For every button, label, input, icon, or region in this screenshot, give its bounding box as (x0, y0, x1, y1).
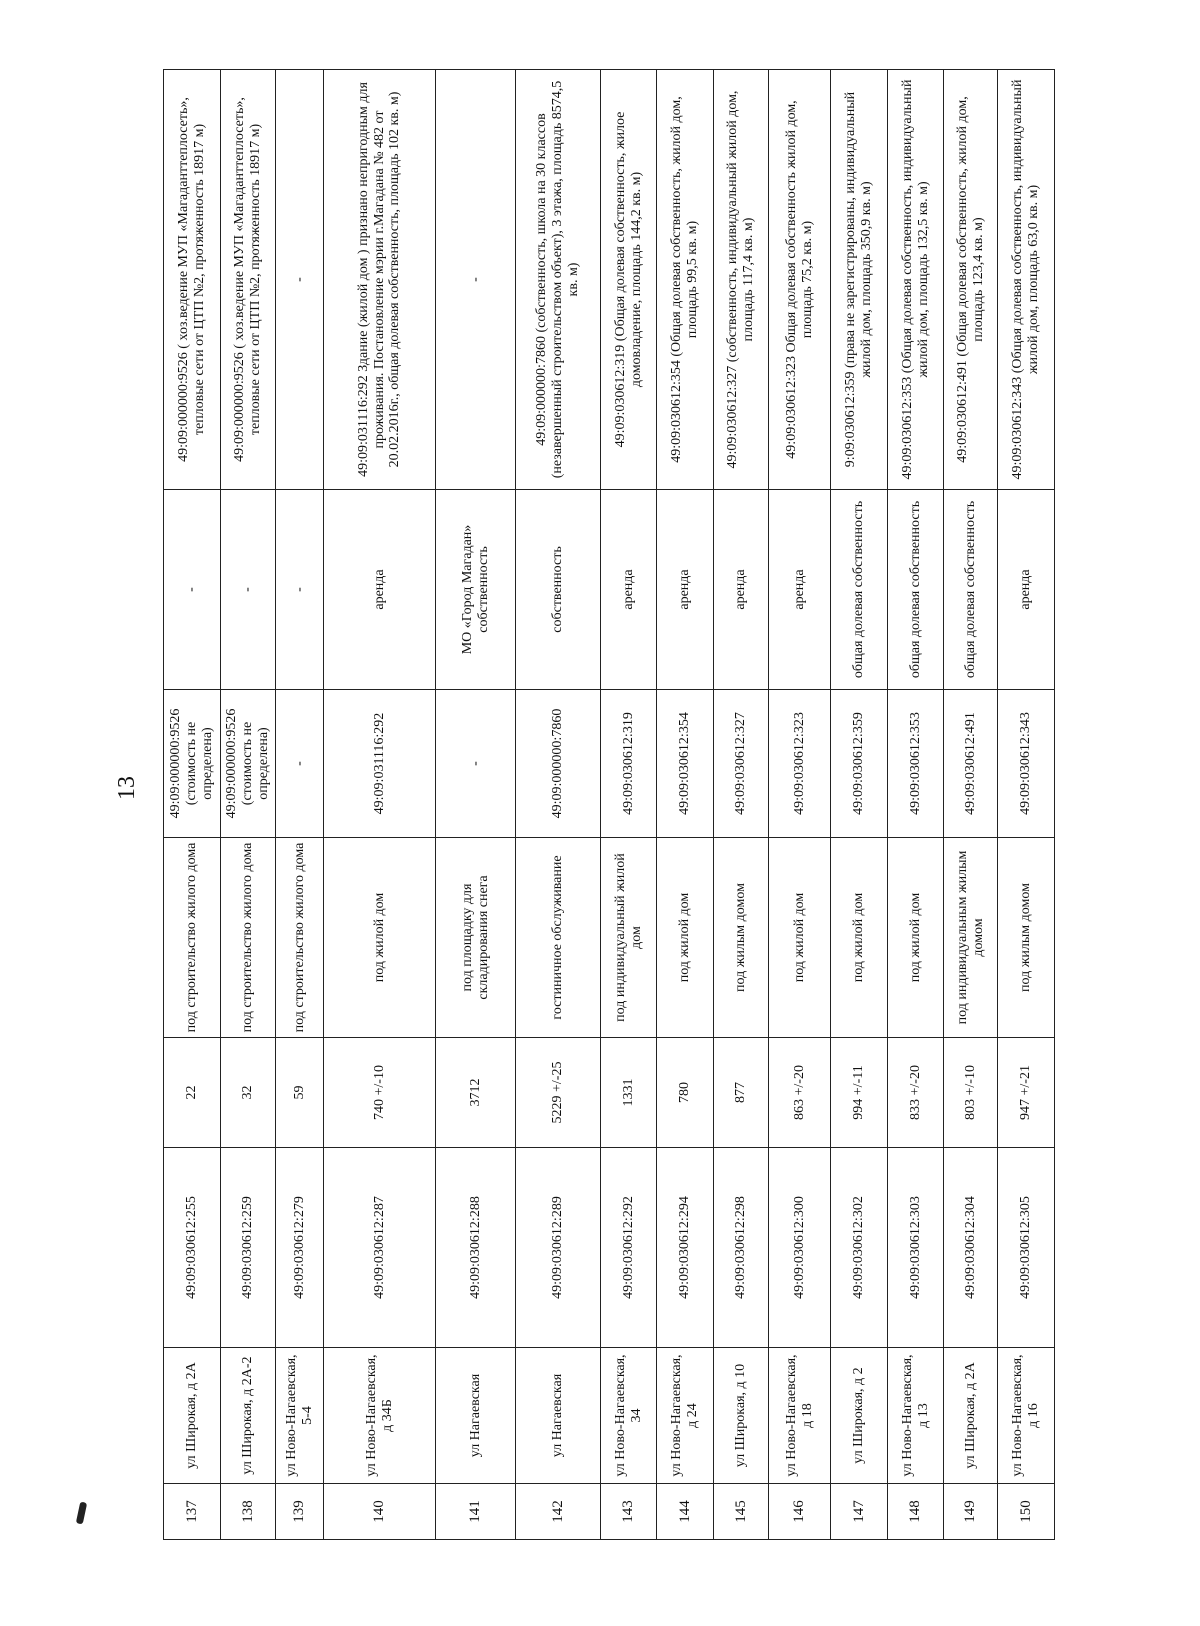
permitted-use-cell: под жилой дом (324, 838, 436, 1038)
object-notes-cell: 49:09:030612:491 (Общая долевая собственность, жилой дом, площадь 123,4 кв. м) (944, 70, 998, 490)
address-cell: ул Нагаевская (516, 1348, 601, 1484)
cadastral-number-cell: 49:09:030612:294 (657, 1148, 714, 1348)
row-number-cell: 146 (769, 1484, 831, 1540)
object-cadastral-cell: 49:09:000000:9526 (стоимость не определена) (221, 690, 276, 838)
object-notes-cell: 49:09:030612:327 (собственность, индивидуальный жилой дом, площадь 117,4 кв. м) (714, 70, 769, 490)
object-notes-cell: 9:09:030612:359 (права не зарегистрированы, индивидуальный жилой дом, площадь 350,9 кв. м) (831, 70, 888, 490)
land-plots-table-wrapper (163, 70, 1043, 1540)
right-type-cell: - (164, 490, 221, 690)
object-notes-cell: 49:09:030612:343 (Общая долевая собственность, индивидуальный жилой дом, площадь 63,0 кв. м) (998, 70, 1055, 490)
permitted-use-cell: под строительство жилого дома (276, 838, 324, 1038)
right-type-cell: общая долевая собственность (831, 490, 888, 690)
table-row (516, 70, 601, 1540)
row-number-cell: 141 (436, 1484, 516, 1540)
object-cadastral-cell: 49:09:030612:353 (888, 690, 944, 838)
cadastral-number-cell: 49:09:030612:302 (831, 1148, 888, 1348)
right-type-cell: МО «Город Магадан» собственность (436, 490, 516, 690)
row-number-cell: 139 (276, 1484, 324, 1540)
address-cell: ул Широкая, д 10 (714, 1348, 769, 1484)
right-type-cell: общая долевая собственность (888, 490, 944, 690)
area-cell: 877 (714, 1038, 769, 1148)
cadastral-number-cell: 49:09:030612:305 (998, 1148, 1055, 1348)
table-row (324, 70, 436, 1540)
address-cell: ул Ново-Нагаевская, 5-4 (276, 1348, 324, 1484)
cadastral-number-cell: 49:09:030612:292 (601, 1148, 657, 1348)
object-cadastral-cell: 49:09:030612:343 (998, 690, 1055, 838)
area-cell: 780 (657, 1038, 714, 1148)
object-notes-cell: 49:09:000000:9526 ( хоз.ведение МУП «Магаданттеплосеть», тепловые сети от ЦТП №2, протяженность 18917 м) (221, 70, 276, 490)
table-row (276, 70, 324, 1540)
object-cadastral-cell: - (276, 690, 324, 838)
area-cell: 22 (164, 1038, 221, 1148)
object-notes-cell: 49:09:031116:292 Здание (жилой дом ) признано непригодным для проживания. Постановление мэрии г.Магадана № 482 от 20.02.2016г., общая долевая собственность, площадь 102 кв. м) (324, 70, 436, 490)
right-type-cell: аренда (769, 490, 831, 690)
row-number-cell: 149 (944, 1484, 998, 1540)
table-row (888, 70, 944, 1540)
object-cadastral-cell: 49:09:030612:359 (831, 690, 888, 838)
table-body (164, 70, 1055, 1540)
cadastral-number-cell: 49:09:030612:288 (436, 1148, 516, 1348)
row-number-cell: 138 (221, 1484, 276, 1540)
object-cadastral-cell: 49:09:030612:323 (769, 690, 831, 838)
object-cadastral-cell: 49:09:000000:9526 (стоимость не определена) (164, 690, 221, 838)
area-cell: 947 +/-21 (998, 1038, 1055, 1148)
area-cell: 59 (276, 1038, 324, 1148)
address-cell: ул Ново-Нагаевская, д 16 (998, 1348, 1055, 1484)
table-row (436, 70, 516, 1540)
object-cadastral-cell: 49:09:030612:491 (944, 690, 998, 838)
row-number-cell: 150 (998, 1484, 1055, 1540)
area-cell: 803 +/-10 (944, 1038, 998, 1148)
object-cadastral-cell: 49:09:030612:354 (657, 690, 714, 838)
object-notes-cell: 49:09:030612:354 (Общая долевая собственность, жилой дом, площадь 99,5 кв. м) (657, 70, 714, 490)
row-number-cell: 148 (888, 1484, 944, 1540)
object-cadastral-cell: 49:09:000000:7860 (516, 690, 601, 838)
permitted-use-cell: под жилой дом (657, 838, 714, 1038)
cadastral-number-cell: 49:09:030612:289 (516, 1148, 601, 1348)
right-type-cell: аренда (998, 490, 1055, 690)
object-notes-cell: 49:09:000000:7860 (собственность, школа на 30 классов (незавершенный строительством объект), 3 этажа, площадь 8574,5 кв. м) (516, 70, 601, 490)
cadastral-number-cell: 49:09:030612:259 (221, 1148, 276, 1348)
row-number-cell: 147 (831, 1484, 888, 1540)
right-type-cell: аренда (714, 490, 769, 690)
land-plots-table (163, 69, 1055, 1540)
permitted-use-cell: гостиничное обслуживание (516, 838, 601, 1038)
object-notes-cell: 49:09:000000:9526 ( хоз.ведение МУП «Магаданттеплосеть», тепловые сети от ЦТП №2, протяженность 18917 м) (164, 70, 221, 490)
scan-smudge (76, 1502, 87, 1525)
address-cell: ул Ново-Нагаевская, д 34Б (324, 1348, 436, 1484)
permitted-use-cell: под жилой дом (831, 838, 888, 1038)
cadastral-number-cell: 49:09:030612:298 (714, 1148, 769, 1348)
row-number-cell: 140 (324, 1484, 436, 1540)
table-row (831, 70, 888, 1540)
address-cell: ул Широкая, д 2А (944, 1348, 998, 1484)
address-cell: ул Ново-Нагаевская, 34 (601, 1348, 657, 1484)
object-notes-cell: - (276, 70, 324, 490)
permitted-use-cell: под индивидуальным жилым домом (944, 838, 998, 1038)
table-row (998, 70, 1055, 1540)
permitted-use-cell: под жилым домом (998, 838, 1055, 1038)
object-cadastral-cell: 49:09:030612:319 (601, 690, 657, 838)
object-notes-cell: 49:09:030612:323 Общая долевая собственность жилой дом, площадь 75,2 кв. м) (769, 70, 831, 490)
table-row (657, 70, 714, 1540)
right-type-cell: аренда (657, 490, 714, 690)
permitted-use-cell: под строительство жилого дома (221, 838, 276, 1038)
table-row (944, 70, 998, 1540)
area-cell: 1331 (601, 1038, 657, 1148)
address-cell: ул Нагаевская (436, 1348, 516, 1484)
row-number-cell: 145 (714, 1484, 769, 1540)
right-type-cell: собственность (516, 490, 601, 690)
right-type-cell: общая долевая собственность (944, 490, 998, 690)
object-cadastral-cell: 49:09:031116:292 (324, 690, 436, 838)
permitted-use-cell: под индивидуальный жилой дом (601, 838, 657, 1038)
row-number-cell: 143 (601, 1484, 657, 1540)
area-cell: 994 +/-11 (831, 1038, 888, 1148)
page-number: 13 (114, 776, 140, 800)
object-cadastral-cell: - (436, 690, 516, 838)
address-cell: ул Ново-Нагаевская, д 18 (769, 1348, 831, 1484)
address-cell: ул Ново-Нагаевская, д 24 (657, 1348, 714, 1484)
address-cell: ул Ново-Нагаевская, д 13 (888, 1348, 944, 1484)
permitted-use-cell: под жилой дом (769, 838, 831, 1038)
object-cadastral-cell: 49:09:030612:327 (714, 690, 769, 838)
area-cell: 833 +/-20 (888, 1038, 944, 1148)
permitted-use-cell: под жилой дом (888, 838, 944, 1038)
address-cell: ул Широкая, д 2А-2 (221, 1348, 276, 1484)
permitted-use-cell: под площадку для складирования снега (436, 838, 516, 1038)
area-cell: 863 +/-20 (769, 1038, 831, 1148)
right-type-cell: - (276, 490, 324, 690)
cadastral-number-cell: 49:09:030612:303 (888, 1148, 944, 1348)
address-cell: ул Широкая, д 2 (831, 1348, 888, 1484)
cadastral-number-cell: 49:09:030612:300 (769, 1148, 831, 1348)
cadastral-number-cell: 49:09:030612:287 (324, 1148, 436, 1348)
right-type-cell: аренда (601, 490, 657, 690)
cadastral-number-cell: 49:09:030612:255 (164, 1148, 221, 1348)
permitted-use-cell: под жилым домом (714, 838, 769, 1038)
table-row (601, 70, 657, 1540)
object-notes-cell: 49:09:030612:353 (Общая долевая собственность, индивидуальный жилой дом, площадь 132,5 кв. м) (888, 70, 944, 490)
right-type-cell: аренда (324, 490, 436, 690)
area-cell: 5229 +/-25 (516, 1038, 601, 1148)
row-number-cell: 144 (657, 1484, 714, 1540)
row-number-cell: 142 (516, 1484, 601, 1540)
cadastral-number-cell: 49:09:030612:304 (944, 1148, 998, 1348)
object-notes-cell: - (436, 70, 516, 490)
cadastral-number-cell: 49:09:030612:279 (276, 1148, 324, 1348)
address-cell: ул Широкая, д 2А (164, 1348, 221, 1484)
right-type-cell: - (221, 490, 276, 690)
row-number-cell: 137 (164, 1484, 221, 1540)
table-row (221, 70, 276, 1540)
table-row (164, 70, 221, 1540)
table-row (714, 70, 769, 1540)
area-cell: 32 (221, 1038, 276, 1148)
object-notes-cell: 49:09:030612:319 (Общая долевая собственность, жилое домовладение, площадь 144,2 кв. м) (601, 70, 657, 490)
table-row (769, 70, 831, 1540)
area-cell: 740 +/-10 (324, 1038, 436, 1148)
permitted-use-cell: под строительство жилого дома (164, 838, 221, 1038)
area-cell: 3712 (436, 1038, 516, 1148)
